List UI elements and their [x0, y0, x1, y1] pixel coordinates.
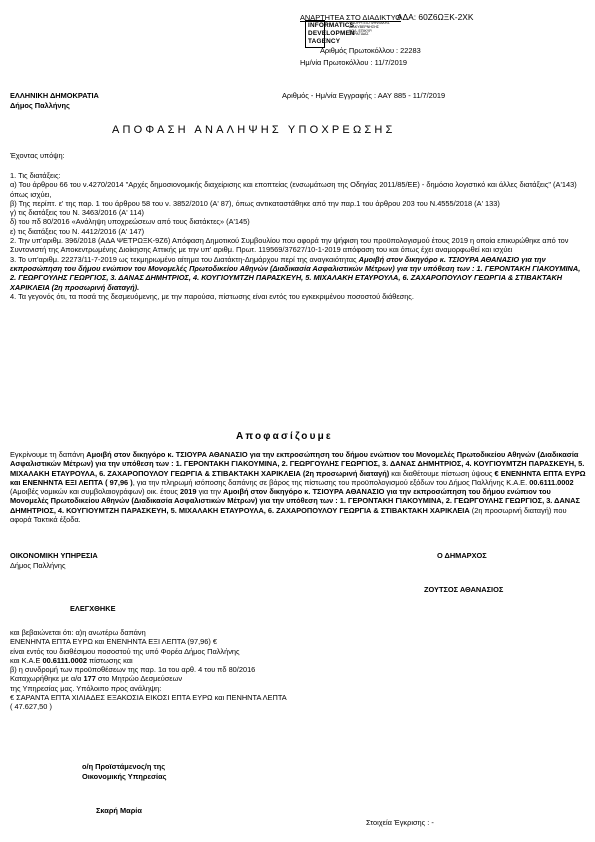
decision-paragraph	[10, 450, 586, 524]
budget-code: 00.6111.0002	[529, 477, 574, 487]
provision-item: 4. Τα γεγονός ότι, τα ποσά της δεσμευόμενης, με την παρούσα, πίστωσης είναι εντός του εγκεκριμένου ποσοστού διάθεσης.	[10, 291, 414, 301]
verification-text: και Κ.Α.Ε	[10, 655, 41, 665]
verification-line	[10, 656, 586, 665]
logo-fine-line: ΣΦΡΑΓΙΔΑΣ	[349, 32, 369, 37]
verification-line: και βεβαιώνεται ότι: α)η ανωτέρω δαπάνη	[10, 628, 146, 637]
logo-wordmark	[308, 22, 355, 46]
provision-item: ε) τις διατάξεις του Ν. 4412/2016 (Α' 147)	[10, 226, 145, 236]
verification-line	[10, 674, 586, 683]
provision-item: β) Της περίπτ. ε' της παρ. 1 του άρθρου 58 του ν. 3852/2010 (Α' 87), όπως αντικαταστάθηκε από την παρ.1 του άρθρου 203 του Ν.4555/2018 (Α' 133)	[10, 198, 500, 208]
provisions-block	[10, 171, 586, 301]
registry-number: Αριθμός - Ημ/νία Εγγραφής : ΑΑΥ 885 - 11/7/2019	[282, 91, 446, 100]
provision-3-subject: Αμοιβή στον δικηγόρο κ. ΤΣΙΟΥΡΑ ΑΘΑΝΑΣΙΟ για την εκπροσώπηση του δήμου ενώπιον του Μονομελές Πρωτοδικείου Αθηνών (Διαδικασία Ασφαλιστικών Μέτρων) για την υπόθεση των : 1. ΓΕΡΟΝΤΑΚΗ ΓΙΑΚΟΥΜΙΝΑ, 2. ΓΕΩΡΓΟΥΛΗΣ ΓΕΩΡΓΙΟΣ, 3. ΔΑΝΑΣ ΔΗΜΗΤΡΙΟΣ, 4. ΚΟΥΓΙΟΥΜΤΖΗ ΠΑΡΑΣΚΕΥΗ, 5. ΜΙΧΑΛΑΚΗ ΕΤΑΥΡΟΥΛΑ, 6. ΖΑΧΑΡΟΠΟΥΛΟΥ ΓΕΩΡΓΙΑ & ΣΤΙΒΑΚΤΑΚΗ ΧΑΡΙΚΛΕΙΑ (2η προσωρινή διαταγή).	[10, 254, 581, 292]
decision-text: Εγκρίνουμε τη δαπάνη	[10, 450, 85, 459]
logo-fine-line: ΚΩΔ. ΕΠΙΚΥΡ.	[349, 28, 373, 33]
decision-body	[10, 450, 586, 524]
logo-fine-line: ΥΠΟΥΡΓΕΙΟ ΨΗΦΙΑΚΗΣ	[349, 21, 390, 25]
finance-department-label: ΟΙΚΟΝΟΜΙΚΗ ΥΠΗΡΕΣΙΑ	[10, 551, 98, 560]
provision-item: δ) του πδ 80/2016 «Ανάληψη υποχρεώσεων από τους διατάκτες» (Α'145)	[10, 217, 250, 227]
decision-heading: Αποφασίζουμε	[236, 431, 333, 442]
protocol-number: Αριθμός Πρωτοκόλλου : 22283	[320, 46, 421, 55]
head-of-finance-title: ο/η Προϊστάμενος/η της	[82, 762, 166, 771]
logo-word: DEVELOPMEN	[308, 30, 355, 37]
decision-amount: € ΕΝΕΝΗΝΤΑ ΕΠΤΑ ΕΥΡΩ και ΕΝΕΝΗΝΤΑ ΕΞΙ ΛΕΠΤΑ ( 97,96 )	[10, 468, 586, 487]
verification-block	[10, 628, 586, 712]
head-of-finance-name: Σκαρή Μαρία	[96, 806, 142, 815]
verification-line: ΕΝΕΝΗΝΤΑ ΕΠΤΑ ΕΥΡΩ και ΕΝΕΝΗΝΤΑ ΕΞΙ ΛΕΠΤΑ (97,96) €	[10, 637, 217, 647]
verification-line: της Υπηρεσίας μας. Υπόλοιπο προς ανάληψη:	[10, 683, 162, 693]
logo-word: TAGENCY	[308, 38, 341, 45]
logo-fine-line: ΔΙΑΚΥΒΕΡΝΗΣΗΣ	[349, 24, 380, 29]
logo-word: INFORMATICS	[308, 22, 355, 29]
decision-text: που αφορά Τακτικά έξοδα.	[10, 505, 567, 525]
provision-item	[10, 255, 586, 292]
decision-text: (Αμοιβές νομικών και συμβολαιογράφων) οικ. έτους	[10, 487, 178, 497]
fiscal-year: 2019	[180, 487, 197, 497]
mayor-name: ΖΟΥΤΣΟΣ ΑΘΑΝΑΣΙΟΣ	[424, 585, 504, 594]
issuer-municipality: Δήμος Παλλήνης	[10, 101, 70, 110]
head-of-finance-dept: Οικονομικής Υπηρεσίας	[82, 772, 167, 781]
approval-details: Στοιχεία Έγκρισης : -	[366, 818, 434, 827]
decision-subject: Αμοιβή στον δικηγόρο κ. ΤΣΙΟΥΡΑ ΑΘΑΝΑΣΙΟ για την εκπροσώπηση του δήμου ενώπιον του Μονομελές Πρωτοδικείου Αθηνών (Διαδικασία Ασφαλιστικών Μέτρων) για την υπόθεση των : 1. ΓΕΡΟΝΤΑΚΗ ΓΙΑΚΟΥΜΙΝΑ, 2. ΓΕΩΡΓΟΥΛΗΣ ΓΕΩΡΓΙΟΣ, 3. ΔΑΝΑΣ ΔΗΜΗΤΡΙΟΣ, 4. ΚΟΥΓΙΟΥΜΤΖΗ ΠΑΡΑΣΚΕΥΗ, 5. ΜΙΧΑΛΑΚΗ ΕΤΑΥΡΟΥΛΑ, 6. ΖΑΧΑΡΟΠΟΥΛΟΥ ΓΕΩΡΓΙΑ & ΣΤΙΒΑΚΤΑΚΗ ΧΑΡΙΚΛΕΙΑ (2η προσωρινή διαταγή)	[10, 450, 585, 478]
verification-line: ( 47.627,50 )	[10, 702, 52, 712]
provision-item: α) Του άρθρου 66 του ν.4270/2014 "Αρχές δημοσιονομικής διαχείρισης και εποπτείας (ενσωμάτωση της Οδηγίας 2011/85/ΕΕ) - δημόσιο λογιστικό και άλλες διατάξεις" (Α'143) όπως ισχύει,	[10, 180, 577, 199]
protocol-date: Ημ/νία Πρωτοκόλλου : 11/7/2019	[300, 58, 407, 67]
finance-department-sub: Δήμος Παλλήνης	[10, 561, 66, 570]
verification-code: 00.6111.0002	[42, 655, 87, 665]
verification-line: είναι εντός του διαθέσιμου ποσοστού της υπό Φορέα Δήμος Παλλήνης	[10, 646, 240, 656]
checked-label: ΕΛΕΓΧΘΗΚΕ	[70, 604, 116, 613]
decision-text: και διαθέτουμε πίστωση ύψους	[391, 468, 493, 478]
verification-line: € ΣΑΡΑΝΤΑ ΕΠΤΑ ΧΙΛΙΑΔΕΣ ΕΞΑΚΟΣΙΑ ΕΙΚΟΣΙ ΕΠΤΑ ΕΥΡΩ και ΠΕΝΗΝΤΑ ΛΕΠΤΑ	[10, 693, 287, 703]
provision-item: γ) τις διατάξεις του Ν. 3463/2016 (Α' 114)	[10, 208, 144, 218]
verification-text: στο Μητρώο Δεσμεύσεων	[97, 674, 183, 684]
provision-item: 1. Τις διατάξεις:	[10, 171, 61, 180]
ada-code: ΑΔΑ: 60Ζ6ΩΞΚ-2ΧΚ	[397, 12, 474, 22]
verification-text: Καταχωρήθηκε με α/α	[10, 674, 82, 684]
mayor-label: Ο ΔΗΜΑΡΧΟΣ	[437, 551, 487, 560]
considering-heading: Έχοντας υπόψη:	[10, 151, 65, 160]
provision-item: 2. Την υπ'αριθμ. 396/2018 (ΑΔΑ ΨΕΤΡΩΞΚ-9Ζ6) Απόφαση Δημοτικού Συμβουλίου που αφορά την ψήφιση του προϋπολογισμού έτους 2019 η οποία επικυρώθηκε από τον Συντονιστή της Αποκεντρωμένης Διοίκησης Αττικής με την υπ' αριθμ. Πρωτ. 119569/37627/10-1-2019 απόφαση του και όπως έχει αναμορφωθεί και ισχύει	[10, 236, 569, 255]
decision-text: , για την πληρωμή ισόποσης δαπάνης σε βάρος της πίστωσης του προϋπολογισμού εξόδων του Δήμος Παλλήνης Κ.Α.Ε.	[132, 477, 528, 487]
posted-note: ΑΝΑΡΤΗΤΕΑ ΣΤΟ ΔΙΑΔΙΚΤΥΟ	[300, 13, 401, 22]
logo-fine-print	[349, 22, 390, 37]
decision-subject: Αμοιβή στον δικηγόρο κ. ΤΣΙΟΥΡΑ ΑΘΑΝΑΣΙΟ για την εκπροσώπηση του δήμου ενώπιον του Μονομελές Πρωτοδικείου Αθηνών (Διαδικασία Ασφαλιστικών Μέτρων) για την υπόθεση των : 1. ΓΕΡΟΝΤΑΚΗ ΓΙΑΚΟΥΜΙΝΑ, 2. ΓΕΩΡΓΟΥΛΗΣ ΓΕΩΡΓΙΟΣ, 3. ΔΑΝΑΣ ΔΗΜΗΤΡΙΟΣ, 4. ΚΟΥΓΙΟΥΜΤΖΗ ΠΑΡΑΣΚΕΥΗ, 5. ΜΙΧΑΛΑΚΗ ΕΤΑΥΡΟΥΛΑ, 6. ΖΑΧΑΡΟΠΟΥΛΟΥ ΓΕΩΡΓΙΑ & ΣΤΙΒΑΚΤΑΚΗ ΧΑΡΙΚΛΕΙΑ	[10, 487, 580, 515]
verification-text: πίστωσης και	[89, 655, 133, 665]
issuer-country: ΕΛΛΗΝΙΚΗ ΔΗΜΟΚΡΑΤΙΑ	[10, 91, 99, 100]
provision-3-text: 3. Το υπ'αριθμ. 22273/11-7-2019 ως τεκμηριωμένο αίτημα του Διατάκτη-Δημάρχου περί της αναγκαιότητας	[10, 254, 357, 264]
commitment-number: 177	[83, 674, 96, 684]
document-title: ΑΠΟΦΑΣΗ ΑΝΑΛΗΨΗΣ ΥΠΟΧΡΕΩΣΗΣ	[112, 124, 396, 136]
decision-text: (2η προσωρινή διαταγή)	[471, 505, 552, 515]
decision-text: για την	[198, 487, 221, 497]
verification-line: β) η συνδρομή των προϋποθέσεων της παρ. 1α του αρθ. 4 του πδ 80/2016	[10, 665, 256, 675]
